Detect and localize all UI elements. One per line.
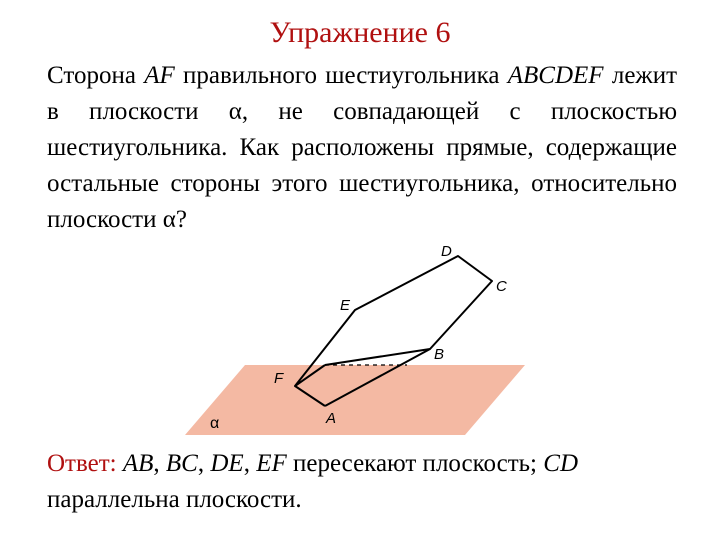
hexagon-plane-figure [160,238,540,443]
vertex-label-e: E [340,297,351,314]
problem-text-2: правильного шестиугольника [174,62,508,89]
answer-seg-cd: CD [543,450,578,477]
problem-statement [47,58,677,238]
problem-text-3: лежит в плоскости α, не совпадающей с плоскостью шестиугольника. Как расположены прямые, содержащие остальные стороны этого шестиугольника, относительно плоскости α? [47,62,677,233]
hexagon-name: ABCDEF [507,62,604,89]
page-title: Упражнение 6 [269,16,451,49]
answer-sep: , [243,450,257,477]
answer-text-2: параллельна плоскости. [47,486,302,513]
answer-seg-de: DE [210,450,244,477]
answer-seg-ef: EF [256,450,287,477]
vertex-label-a: A [326,410,337,427]
plane-alpha [185,365,525,435]
answer-seg-ab: AB [122,450,154,477]
vertex-label-f: F [274,370,284,387]
answer-sep: , [153,450,166,477]
vertex-label-d: D [441,243,452,260]
vertex-label-c: C [496,278,507,295]
answer-sep: , [197,450,211,477]
side-af: AF [144,62,175,89]
vertex-label-b: B [434,346,445,363]
answer-seg-bc: BC [165,450,198,477]
answer-block [47,446,687,518]
answer-label: Ответ: [47,450,117,477]
answer-text-1: пересекают плоскость; [286,450,544,477]
problem-text-1: Сторона [47,62,145,89]
plane-label-alpha: α [210,415,220,432]
